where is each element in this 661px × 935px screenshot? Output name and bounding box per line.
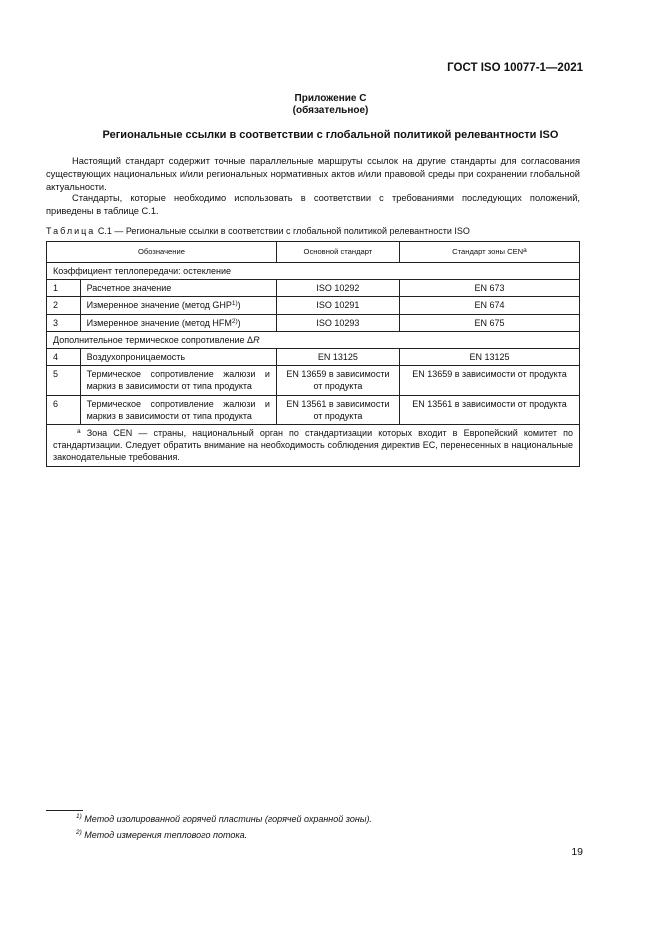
table-caption: [46, 226, 470, 236]
table-caption-text: С.1 — Региональные ссылки в соответствии с глобальной политикой релевантности ISO: [97, 226, 470, 236]
reference-table: [46, 241, 580, 467]
row-base-standard: EN 13659 в зависимости от продукта: [276, 366, 399, 395]
table-footnote-row: [47, 425, 580, 467]
row-description: Термическое сопротивление жалюзи и маркиз в зависимости от типа продукта: [80, 366, 276, 395]
row-description-text: Измеренное значение (метод GHP: [86, 300, 232, 311]
header-cen-standard: [399, 242, 579, 263]
row-description-end: ): [237, 300, 241, 311]
row-description: Воздухопроницаемость: [80, 349, 276, 366]
table-row: [47, 314, 580, 331]
row-cen-standard: EN 675: [399, 314, 579, 331]
row-cen-standard: EN 13561 в зависимости от продукта: [399, 395, 579, 424]
appendix-title: Приложение С: [294, 93, 367, 104]
row-description-end: ): [237, 317, 241, 328]
table-row: [47, 280, 580, 297]
group-title-1: Коэффициент теплопередачи: остекление: [47, 263, 580, 280]
table-row: [47, 366, 580, 395]
footnote-2-text: Метод измерения теплового потока.: [84, 830, 248, 840]
footnote-2-mark: 2): [76, 829, 82, 836]
table-row: [47, 395, 580, 424]
row-number: 4: [47, 349, 81, 366]
paragraph-2: Стандарты, которые необходимо использовать в соответствии с требованиями последующих положений, приведены в таблице С.1.: [46, 193, 580, 216]
group-title-2-var: R: [253, 334, 260, 345]
row-number: 5: [47, 366, 81, 395]
table-footnote-mark: а: [77, 428, 81, 436]
page-number: 19: [571, 846, 583, 858]
row-number: 3: [47, 314, 81, 331]
table-row: [47, 349, 580, 366]
table-caption-prefix: Таблица: [46, 226, 96, 236]
row-description: Термическое сопротивление жалюзи и маркиз в зависимости от типа продукта: [80, 395, 276, 424]
footnote-1-text: Метод изолированной горячей пластины (горячей охранной зоны).: [84, 814, 372, 824]
row-base-standard: EN 13125: [276, 349, 399, 366]
paragraph-1: Настоящий стандарт содержит точные параллельные маршруты ссылок на другие стандарты для согласования существующих национальных и/или региональных нормативных актов и/или правовой среды при сохранении глобальной актуальности.: [46, 156, 580, 192]
row-cen-standard: EN 673: [399, 280, 579, 297]
section-title: Региональные ссылки в соответствии с глобальной политикой релевантности ISO: [102, 129, 559, 141]
row-number: 1: [47, 280, 81, 297]
header-cen-footnote-mark: а: [523, 246, 527, 254]
row-description: [80, 297, 276, 314]
header-base-standard: Основной стандарт: [276, 242, 399, 263]
row-number: 2: [47, 297, 81, 314]
footnote-ref: 1): [231, 300, 238, 308]
table-row: [47, 297, 580, 314]
header-cen-label: Стандарт зоны CEN: [452, 246, 524, 256]
row-cen-standard: EN 674: [399, 297, 579, 314]
footnote-1: [76, 814, 372, 824]
standard-designation: ГОСТ ISO 10077-1—2021: [447, 62, 583, 74]
group-row: [47, 263, 580, 280]
row-base-standard: ISO 10293: [276, 314, 399, 331]
row-cen-standard: EN 13659 в зависимости от продукта: [399, 366, 579, 395]
appendix-note: (обязательное): [292, 105, 369, 116]
footnote-separator: [46, 810, 83, 811]
table-footnote: [47, 425, 580, 467]
group-title-2: [47, 331, 580, 348]
row-description: Расчетное значение: [80, 280, 276, 297]
group-title-2-text: Дополнительное термическое сопротивление Δ: [53, 334, 254, 345]
row-number: 6: [47, 395, 81, 424]
row-base-standard: ISO 10292: [276, 280, 399, 297]
footnote-ref: 2): [231, 317, 238, 325]
table-header-row: [47, 242, 580, 263]
footnote-2: [76, 830, 247, 840]
row-cen-standard: EN 13125: [399, 349, 579, 366]
row-description-text: Измеренное значение (метод HFM: [86, 317, 232, 328]
row-base-standard: ISO 10291: [276, 297, 399, 314]
footnote-1-mark: 1): [76, 813, 82, 820]
table-footnote-text: Зона CEN — страны, национальный орган по стандартизации которых входит в Европейский комитет по стандартизации. Следует обратить внимание на необходимость соблюдения директив ЕС, перенесенных в национальные законодательные требования.: [53, 428, 573, 463]
row-description: [80, 314, 276, 331]
group-row: [47, 331, 580, 348]
header-designation: Обозначение: [47, 242, 277, 263]
row-base-standard: EN 13561 в зависимости от продукта: [276, 395, 399, 424]
